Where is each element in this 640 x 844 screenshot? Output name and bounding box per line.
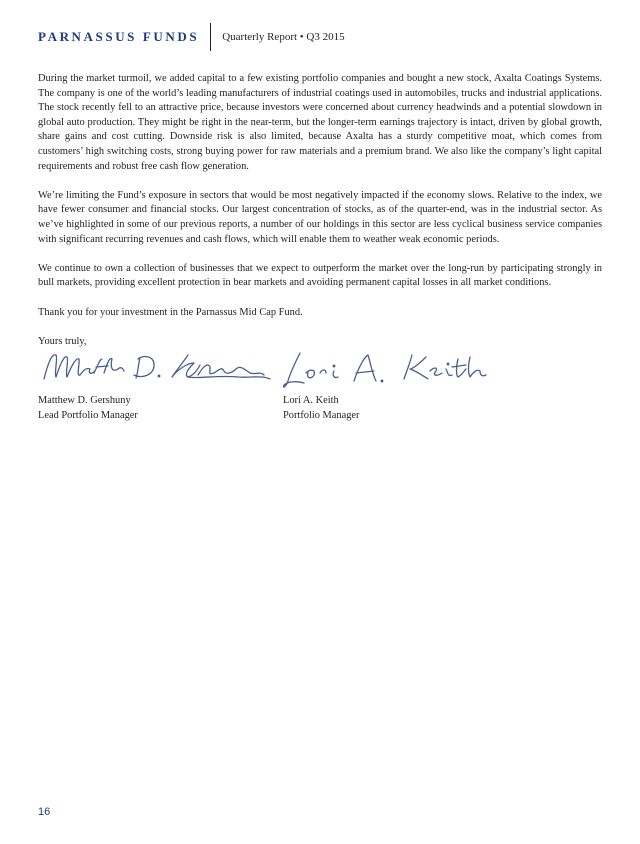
report-title: Quarterly Report • Q3 2015 <box>222 31 345 43</box>
paragraph: Thank you for your investment in the Parnassus Mid Cap Fund. <box>38 306 303 318</box>
signature-gershuny <box>44 355 270 379</box>
page-number: 16 <box>38 806 51 818</box>
signatory-name: Lori A. Keith <box>283 395 339 406</box>
signatory-gershuny <box>38 394 138 423</box>
closing: Yours truly, <box>38 335 87 347</box>
brand-name: PARNASSUS FUNDS <box>38 29 200 44</box>
signatory-title: Lead Portfolio Manager <box>38 409 138 421</box>
page-header <box>38 22 345 52</box>
paragraph: During the market turmoil, we added capital to a few existing portfolio companies and bought a new stock, Axalta Coatings Systems. The company is one of the world’s leading manufacturers of industrial coatings used in automobiles, trucks and industrial applications. The stock recently fell to an attractive price, because investors were concerned about currency headwinds and a potential slowdown in global auto production. They might be right in the near-term, but the longer-term earnings trajectory is intact, driven by global growth, share gains and cost cutting. Downside risk is also limited, because Axalta has a sturdy competitive moat, which comes from customers’ high switching costs, strong buying power for raw materials and a premium brand. We also like the company’s light capital requirements and robust free cash flow generation. <box>38 73 602 172</box>
paragraph: We’re limiting the Fund’s exposure in sectors that would be most negatively impacted if the economy slows. Relative to the index, we have fewer consumer and financial stocks. Our largest concentration of stocks, as of the quarter-end, was in the industrial sector. As we’ve highlighted in some of our previous reports, a number of our holdings in this sector are less cyclical business service companies with significant recurring revenues and cash flows, which will enable them to weather weak economic periods. <box>38 189 602 245</box>
paragraph: We continue to own a collection of businesses that we expect to outperform the market over the long-run by participating strongly in bull markets, providing excellent protection in bear markets and avoiding permanent capital losses in all market conditions. <box>38 262 602 289</box>
handwritten-signatures <box>38 345 602 395</box>
signatory-keith <box>283 394 359 423</box>
signature-keith <box>283 353 486 387</box>
header-divider <box>210 23 211 51</box>
letter-body <box>38 72 602 364</box>
signatory-title: Portfolio Manager <box>283 409 360 421</box>
signature-row <box>38 345 602 395</box>
signatory-name: Matthew D. Gershuny <box>38 395 131 406</box>
